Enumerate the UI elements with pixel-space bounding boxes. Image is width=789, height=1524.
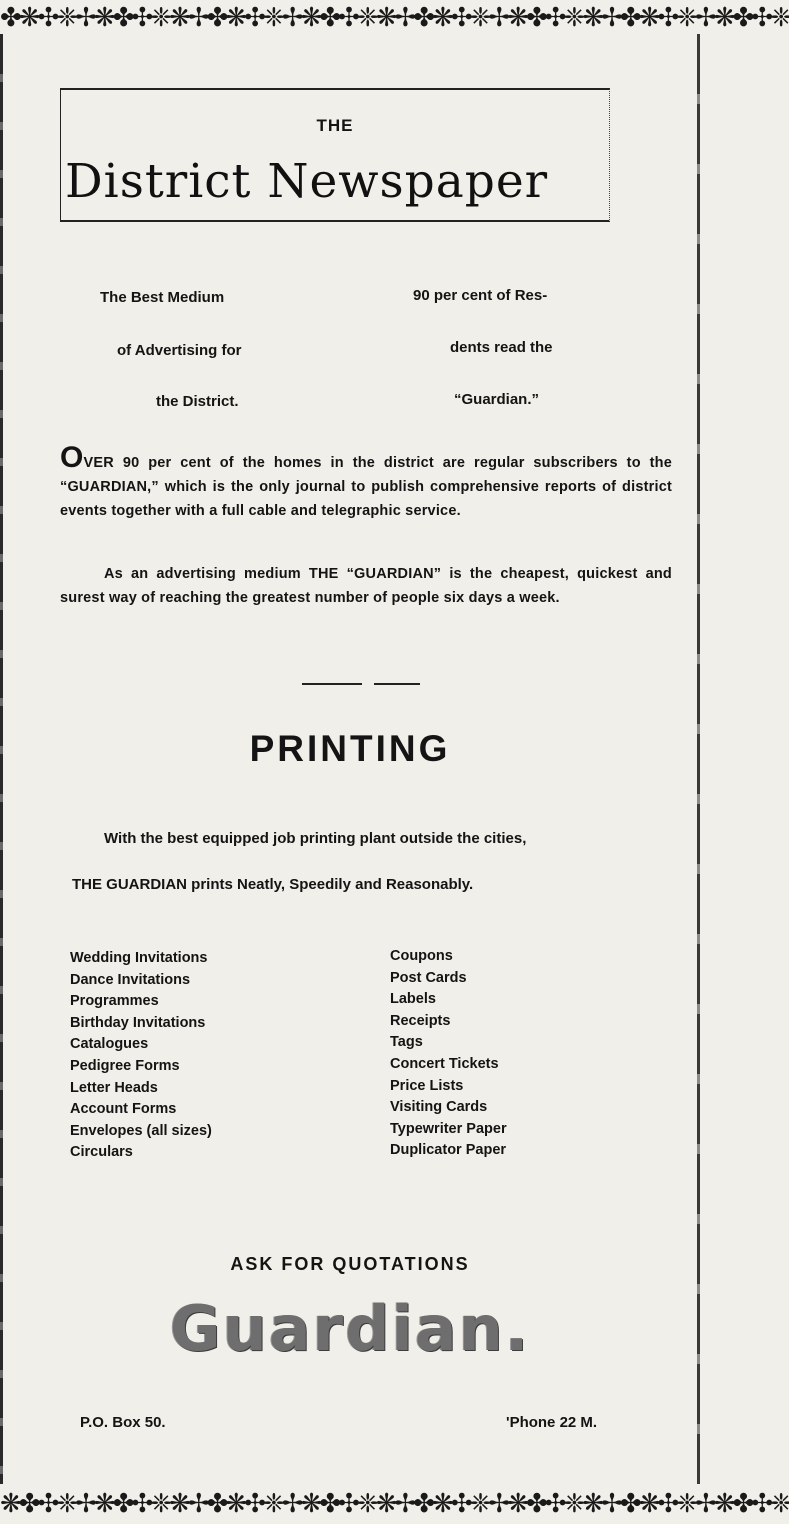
ornamental-border-bottom <box>0 1486 789 1520</box>
printing-line-2: THE GUARDIAN prints Neatly, Speedily and Reasonably. <box>72 876 474 893</box>
guardian-logo: Guardian. <box>169 1292 531 1365</box>
paragraph-advertising: As an advertising medium THE “GUARDIAN” is the cheapest, quickest and surest way of reaching the greatest number of people six days a week. <box>60 566 672 606</box>
list-item: Pedigree Forms <box>70 1057 180 1074</box>
list-item: Coupons <box>390 948 453 964</box>
printing-heading: PRINTING <box>249 728 451 769</box>
list-item: Birthday Invitations <box>70 1014 206 1031</box>
masthead-box <box>60 88 610 222</box>
list-item: Post Cards <box>390 969 467 986</box>
list-item: Price Lists <box>390 1077 464 1094</box>
phone-number: 'Phone 22 M. <box>506 1414 598 1431</box>
list-item: Catalogues <box>70 1036 149 1053</box>
list-item: Labels <box>390 991 436 1008</box>
right-column-line-1: 90 per cent of Res- <box>413 287 548 304</box>
ornament-glyphs: ✤❋✣❈✢❋✤✣❈❋✢✤❋✣❈✢❋✤✣❈❋✢✤❋✣❈✢❋✤✣❈❋✢✤❋✣❈✢❋✤✣❈ <box>0 2 789 32</box>
list-item: Account Forms <box>70 1101 177 1118</box>
po-box: P.O. Box 50. <box>80 1414 166 1431</box>
list-item: Wedding Invitations <box>70 950 208 966</box>
paragraph-homes <box>60 441 672 523</box>
drop-cap: O <box>60 441 84 474</box>
left-column-line-1: The Best Medium <box>100 289 225 306</box>
services-list-left <box>70 948 212 1164</box>
right-column-line-3: “Guardian.” <box>454 391 540 408</box>
services-list-right <box>390 946 507 1162</box>
list-item: Envelopes (all sizes) <box>70 1122 212 1139</box>
masthead-the: THE <box>316 116 354 135</box>
left-column-line-2: of Advertising for <box>117 342 242 359</box>
list-item: Dance Invitations <box>70 971 191 988</box>
right-column-line-2: dents read the <box>450 339 553 356</box>
list-item: Tags <box>390 1034 423 1051</box>
list-item: Concert Tickets <box>390 1055 499 1072</box>
ask-for-quotations: ASK FOR QUOTATIONS <box>230 1254 470 1274</box>
list-item: Letter Heads <box>70 1079 158 1096</box>
list-item: Receipts <box>390 1012 451 1029</box>
ornament-glyphs: ❋✤✣❈✢❋✤✣❈❋✢✤❋✣❈✢❋✤✣❈❋✢✤❋✣❈✢❋✤✣❈❋✢✤❋✣❈✢❋✤✣❈ <box>0 1488 789 1518</box>
list-item: Programmes <box>70 993 159 1010</box>
left-column-line-3: the District. <box>156 393 239 410</box>
ornamental-border-top <box>0 0 789 34</box>
list-item: Duplicator Paper <box>390 1142 507 1159</box>
divider-rule-right <box>374 683 420 685</box>
divider-rule-left <box>302 683 362 685</box>
list-item: Circulars <box>70 1144 133 1161</box>
list-item: Visiting Cards <box>390 1099 488 1116</box>
printing-line-1: With the best equipped job printing plant outside the cities, <box>104 830 527 847</box>
list-item: Typewriter Paper <box>390 1120 507 1137</box>
paragraph-homes-text: VER 90 per cent of the homes in the district are regular subscribers to the “GUARDIAN,” which is the only journal to publish comprehensive reports of district events together with a full cable and telegraphic service. <box>60 455 672 519</box>
masthead-title: District Newspaper <box>65 154 549 209</box>
